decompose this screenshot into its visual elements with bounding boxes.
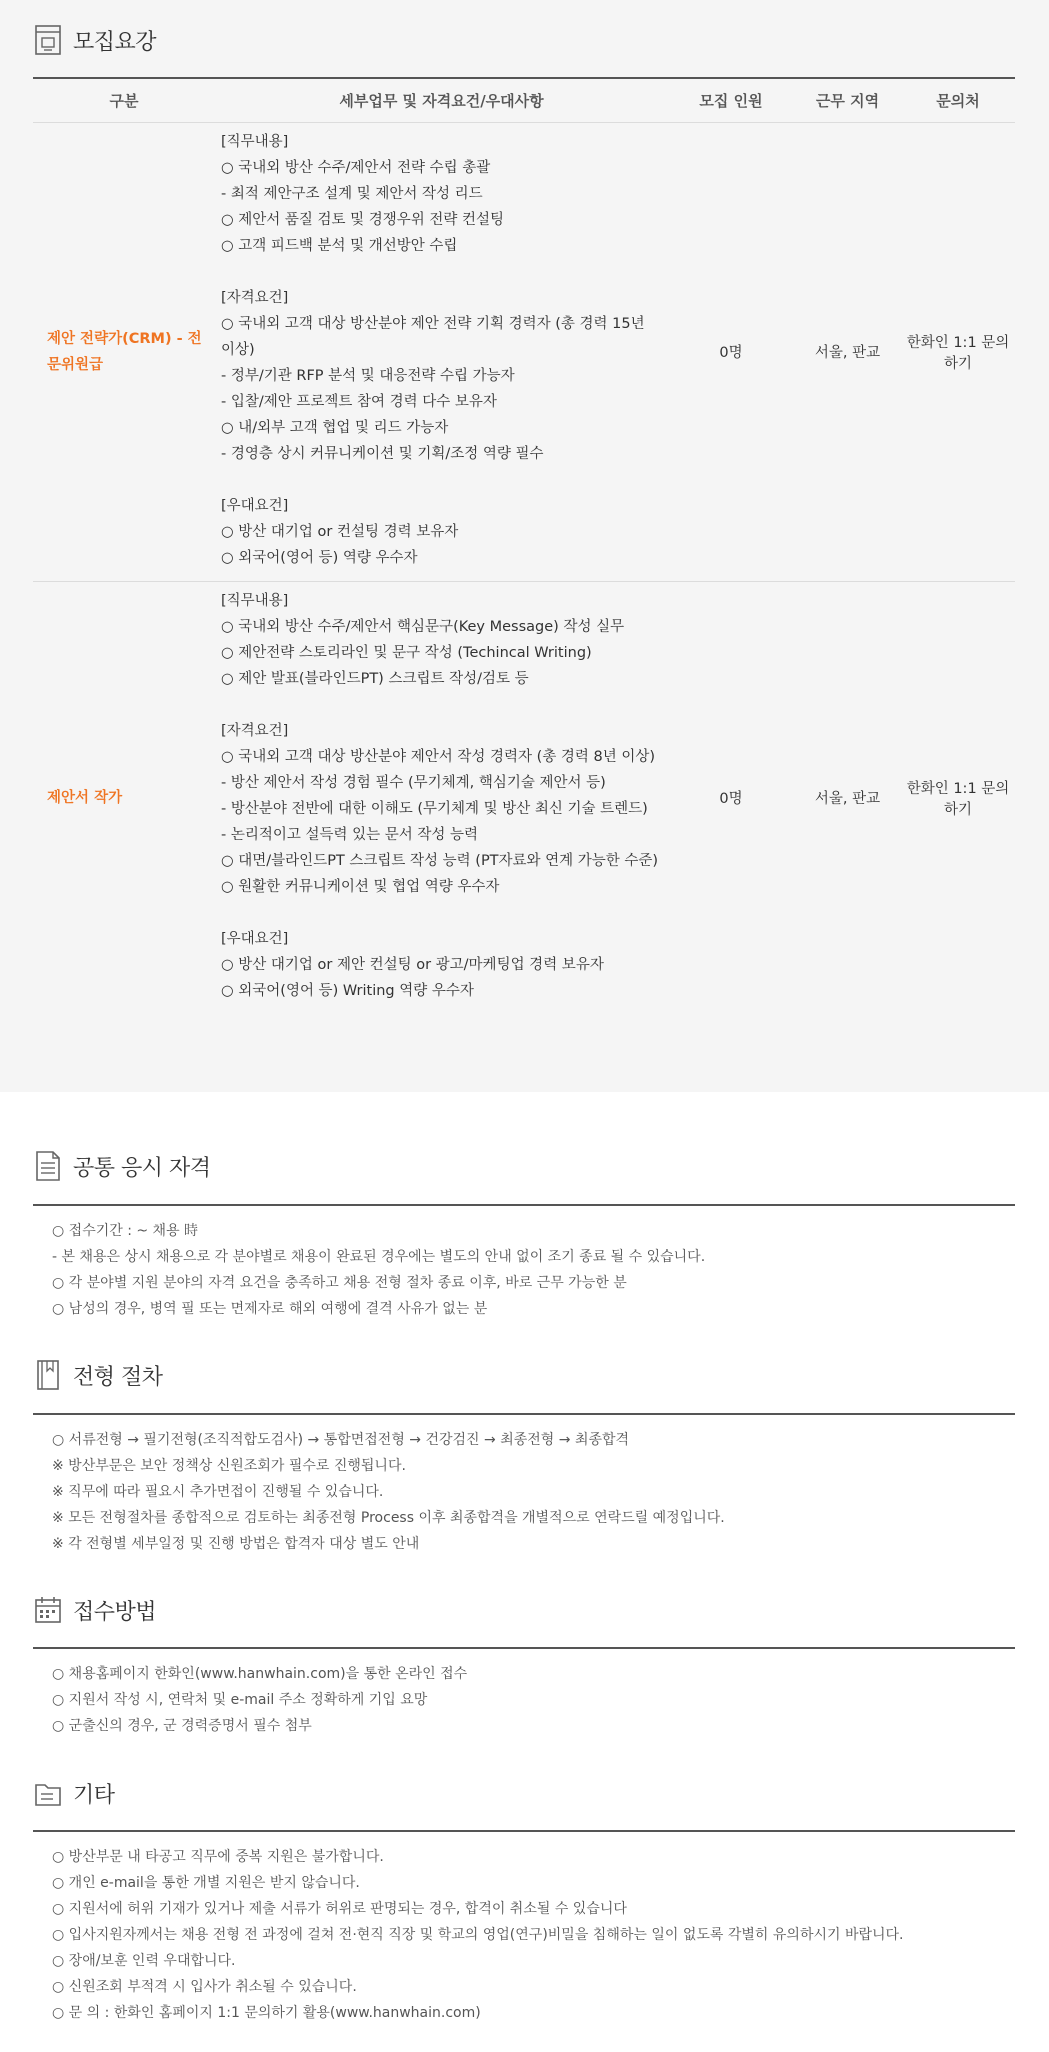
list-item: ○ 입사지원자께서는 채용 전형 전 과정에 걸쳐 전·현직 직장 및 학교의 영업(연구)비밀을 침해하는 일이 없도록 각별히 유의하시기 바랍니다. (52, 1927, 904, 1943)
etc-list (52, 1844, 1012, 2026)
qualification-section-header (33, 1146, 211, 1186)
position-location: 서울, 판교 (814, 791, 881, 807)
detail-line: ○ 제안서 품질 검토 및 경쟁우위 전략 컨설팅 (221, 211, 505, 228)
list-item: ※ 직무에 따라 필요시 추가면접이 진행될 수 있습니다. (52, 1484, 384, 1500)
header-details: 세부업무 및 자격요건/우대사항 (215, 79, 668, 122)
list-item: ○ 접수기간 : ~ 채용 時 (52, 1223, 199, 1239)
folder-icon (33, 1776, 63, 1810)
detail-line: ○ 국내외 방산 수주/제안서 전략 수립 총괄 (221, 159, 491, 176)
detail-line: - 논리적이고 설득력 있는 문서 작성 능력 (221, 826, 478, 843)
position-count: 0명 (719, 791, 743, 807)
detail-line: - 입찰/제안 프로젝트 참여 경력 다수 보유자 (221, 393, 497, 410)
detail-line: [직무내용] (221, 133, 289, 150)
detail-line (221, 259, 662, 285)
list-item: ○ 채용홈페이지 한화인(www.hanwhain.com)을 통한 온라인 접수 (52, 1666, 468, 1682)
header-contact: 문의처 (901, 79, 1015, 122)
apply-title: 접수방법 (73, 1599, 157, 1625)
list-item: ○ 방산부문 내 타공고 직무에 중복 지원은 불가합니다. (52, 1849, 384, 1865)
recruitment-table (33, 79, 1015, 1014)
detail-line: [자격요건] (221, 722, 289, 739)
qualification-divider (33, 1204, 1015, 1206)
calendar-icon (33, 1593, 63, 1627)
list-item: ○ 서류전형 → 필기전형(조직적합도검사) → 통합면접전형 → 건강검진 → 최종전형 → 최종합격 (52, 1432, 630, 1448)
detail-line: ○ 방산 대기업 or 제안 컨설팅 or 광고/마케팅업 경력 보유자 (221, 956, 604, 973)
list-item: ○ 신원조회 부적격 시 입사가 취소될 수 있습니다. (52, 1979, 357, 1995)
recruit-title: 모집요강 (73, 29, 157, 55)
detail-line: ○ 고객 피드백 분석 및 개선방안 수립 (221, 237, 458, 254)
list-item: ○ 지원서에 허위 기재가 있거나 제출 서류가 허위로 판명되는 경우, 합격이 취소될 수 있습니다 (52, 1901, 627, 1917)
detail-line (221, 692, 662, 718)
header-location: 근무 지역 (794, 79, 901, 122)
etc-divider (33, 1830, 1015, 1832)
header-count: 모집 인원 (668, 79, 794, 122)
detail-line: ○ 대면/블라인드PT 스크립트 작성 능력 (PT자료와 연계 가능한 수준) (221, 852, 659, 869)
detail-line: [직무내용] (221, 592, 289, 609)
detail-line: [우대요건] (221, 497, 289, 514)
list-item: ○ 남성의 경우, 병역 필 또는 면제자로 해외 여행에 결격 사유가 없는 분 (52, 1301, 488, 1317)
list-item: - 본 채용은 상시 채용으로 각 분야별로 채용이 완료된 경우에는 별도의 안내 없이 조기 종료 될 수 있습니다. (52, 1249, 706, 1265)
detail-line (221, 900, 662, 926)
detail-line: ○ 국내외 고객 대상 방산분야 제안 전략 기획 경력자 (총 경력 15년 이상) (221, 315, 645, 358)
detail-line: - 경영층 상시 커뮤니케이션 및 기획/조정 역량 필수 (221, 445, 544, 462)
position-count: 0명 (668, 122, 794, 581)
detail-line: ○ 국내외 방산 수주/제안서 핵심문구(Key Message) 작성 실무 (221, 618, 625, 635)
detail-line: ○ 제안 발표(블라인드PT) 스크립트 작성/검토 등 (221, 670, 529, 687)
detail-line: - 정부/기관 RFP 분석 및 대응전략 수립 가능자 (221, 367, 515, 384)
list-item: ○ 각 분야별 지원 분야의 자격 요건을 충족하고 채용 전형 절차 종료 이후, 바로 근무 가능한 분 (52, 1275, 627, 1291)
process-section-header (33, 1355, 163, 1395)
list-item: ※ 모든 전형절차를 종합적으로 검토하는 최종전형 Process 이후 최종합격을 개별적으로 연락드릴 예정입니다. (52, 1510, 725, 1526)
etc-title: 기타 (73, 1782, 115, 1808)
list-item: ○ 문 의 : 한화인 홈페이지 1:1 문의하기 활용(www.hanwhain.com) (52, 2005, 481, 2021)
apply-list (52, 1661, 1012, 1739)
detail-line: - 최적 제안구조 설계 및 제안서 작성 리드 (221, 185, 483, 202)
recruit-section-header (33, 20, 156, 60)
position-details (215, 581, 668, 1014)
table-row (33, 122, 1015, 581)
apply-divider (33, 1647, 1015, 1649)
apply-section-header (33, 1590, 156, 1630)
position-contact: 한화인 1:1 문의하기 (906, 780, 1010, 818)
book-icon (33, 1358, 63, 1392)
detail-line: - 방산 제안서 작성 경험 필수 (무기체계, 핵심기술 제안서 등) (221, 774, 606, 791)
detail-line: ○ 원활한 커뮤니케이션 및 협업 역량 우수자 (221, 878, 500, 895)
list-item: ※ 각 전형별 세부일정 및 진행 방법은 합격자 대상 별도 안내 (52, 1536, 420, 1552)
header-category: 구분 (33, 79, 215, 122)
detail-line: ○ 국내외 고객 대상 방산분야 제안서 작성 경력자 (총 경력 8년 이상) (221, 748, 656, 765)
etc-section-header (33, 1773, 115, 1813)
position-location: 서울, 판교 (794, 122, 901, 581)
list-document-icon (33, 1149, 63, 1183)
position-contact: 한화인 1:1 문의하기 (901, 122, 1015, 581)
list-item: ※ 방산부문은 보안 정책상 신원조회가 필수로 진행됩니다. (52, 1458, 406, 1474)
process-title: 전형 절차 (73, 1364, 163, 1390)
detail-line: - 방산분야 전반에 대한 이해도 (무기체계 및 방산 최신 기술 트렌드) (221, 800, 648, 817)
detail-line: ○ 제안전략 스토리라인 및 문구 작성 (Techincal Writing) (221, 644, 592, 661)
position-details (215, 122, 668, 581)
process-divider (33, 1413, 1015, 1415)
detail-line: ○ 외국어(영어 등) 역량 우수자 (221, 549, 418, 566)
detail-line: [우대요건] (221, 930, 289, 947)
list-item: ○ 개인 e-mail을 통한 개별 지원은 받지 않습니다. (52, 1875, 360, 1891)
list-item: ○ 장애/보훈 인력 우대합니다. (52, 1953, 236, 1969)
detail-line (221, 467, 662, 493)
list-item: ○ 지원서 작성 시, 연락처 및 e-mail 주소 정확하게 기입 요망 (52, 1692, 428, 1708)
table-header-row (33, 79, 1015, 122)
list-item: ○ 군출신의 경우, 군 경력증명서 필수 첨부 (52, 1718, 312, 1734)
qualification-list (52, 1218, 1012, 1322)
detail-line: [자격요건] (221, 289, 289, 306)
detail-line: ○ 방산 대기업 or 컨설팅 경력 보유자 (221, 523, 459, 540)
process-list (52, 1427, 1012, 1557)
detail-line: ○ 내/외부 고객 협업 및 리드 가능자 (221, 419, 449, 436)
document-icon (33, 23, 63, 57)
detail-line: ○ 외국어(영어 등) Writing 역량 우수자 (221, 982, 474, 999)
position-name: 제안서 작가 (47, 789, 123, 806)
qualification-title: 공통 응시 자격 (73, 1155, 211, 1181)
position-name: 제안 전략가(CRM) - 전문위원급 (33, 122, 215, 581)
table-row (33, 581, 1015, 1014)
